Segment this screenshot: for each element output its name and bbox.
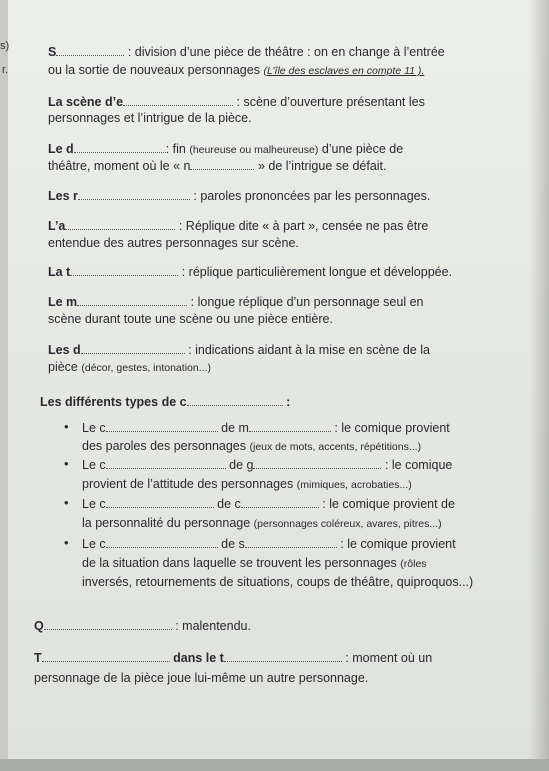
type-text: la personnalité du personnage [82, 516, 251, 530]
def-text: » de l’intrigue se défait. [257, 159, 387, 173]
def-text: ou la sortie de nouveaux personnages [48, 63, 260, 77]
types-heading [40, 394, 535, 410]
def-text: : division d’une pièce de théâtre : on en change à l’entrée [127, 45, 445, 59]
bullet-icon: • [64, 456, 69, 471]
margin-mark-mid: r. [2, 64, 9, 76]
def-text: d’une pièce de [321, 142, 404, 156]
blank[interactable] [106, 547, 218, 548]
def-text: entendue des autres personnages sur scène. [48, 236, 299, 250]
type-paren: (personnages coléreux, avares, pitres...) [253, 518, 442, 530]
blank[interactable] [77, 305, 187, 306]
def-term: La scène d’e [48, 95, 124, 109]
blank[interactable] [123, 105, 233, 106]
blank[interactable] [42, 661, 170, 662]
type-situation-cont2 [82, 574, 535, 590]
type-caractere [82, 496, 535, 512]
def-text: : longue réplique d’un personnage seul en [190, 295, 424, 309]
def-text: : fin [165, 142, 186, 156]
def-term: S [48, 45, 57, 59]
type-text: de la situation dans laquelle se trouvent les personnages [82, 556, 397, 570]
def-text: pièce [48, 360, 78, 374]
def-text: : paroles prononcées par les personnages. [193, 189, 431, 203]
def-term: Les r [48, 189, 78, 203]
def-term: Les d [48, 343, 81, 357]
blank[interactable] [190, 169, 254, 170]
type-text: provient de l’attitude des personnages [82, 477, 294, 491]
type-situation-cont [82, 555, 535, 572]
type-term: de g [229, 458, 254, 472]
type-situation [82, 536, 535, 552]
def-text: : Réplique dite « à part », censée ne pas être [178, 219, 429, 233]
blank[interactable] [106, 431, 218, 432]
type-paren: (jeux de mots, accents, répétitions...) [249, 441, 422, 453]
type-text: : le comique provient de [322, 497, 455, 511]
type-term: de c [217, 497, 241, 511]
def-scene [48, 44, 535, 60]
type-mots [82, 420, 535, 436]
type-gestes-cont [82, 476, 535, 493]
type-text: : le comique [384, 458, 453, 472]
type-term: Le c [82, 421, 106, 435]
margin-mark-top: s) [0, 40, 10, 52]
type-text: : le comique provient [334, 421, 450, 435]
type-text: des paroles des personnages [82, 439, 247, 453]
def-text: : réplique particulièrement longue et développée. [181, 265, 453, 279]
type-text: : le comique provient [340, 537, 456, 551]
def-text: : scène d’ouverture présentant les [236, 95, 425, 109]
def-monologue [48, 294, 535, 310]
def-paren: (heureuse ou malheureuse) [189, 144, 319, 156]
blank[interactable] [249, 431, 331, 432]
def-scene-cont [48, 62, 535, 79]
type-paren: (rôles [400, 558, 427, 570]
type-paren: (mimiques, acrobaties...) [296, 479, 412, 491]
def-didascalies [48, 342, 535, 358]
blank[interactable] [241, 507, 319, 508]
blank[interactable] [106, 468, 226, 469]
bullet-icon: • [64, 495, 69, 510]
def-quiproquo [34, 618, 535, 634]
def-term: Le d [48, 142, 74, 156]
type-term: Le c [82, 497, 106, 511]
blank[interactable] [106, 507, 214, 508]
def-text: : moment où un [345, 651, 433, 665]
def-term: Le m [48, 295, 78, 309]
def-text: scène durant toute une scène ou une pièce entière. [48, 312, 333, 326]
type-mots-cont [82, 438, 535, 455]
type-term: de m [221, 421, 249, 435]
blank[interactable] [224, 661, 342, 662]
def-text: personnage de la pièce joue lui-même un autre personnage. [34, 671, 369, 685]
type-caractere-cont [82, 515, 535, 532]
def-term: Q [34, 619, 44, 633]
def-didascalies-cont [48, 359, 535, 376]
def-text: personnages et l’intrigue de la pièce. [48, 111, 252, 125]
blank[interactable] [245, 547, 337, 548]
type-gestes [82, 457, 535, 473]
def-term: L’a [48, 219, 66, 233]
def-aparte-cont [48, 235, 535, 251]
blank[interactable] [78, 199, 190, 200]
def-theatre-dans-theatre [34, 650, 535, 666]
type-term: Le c [82, 458, 106, 472]
blank[interactable] [187, 405, 283, 406]
def-denouement [48, 141, 535, 158]
blank[interactable] [81, 353, 185, 354]
def-theatre-dans-theatre-cont [34, 670, 535, 686]
bullet-icon: • [64, 535, 69, 550]
def-term: T [34, 651, 42, 665]
def-tirade [48, 264, 535, 280]
def-aparte [48, 218, 535, 234]
type-term: de s [221, 537, 245, 551]
blank[interactable] [65, 229, 175, 230]
def-exposition [48, 94, 535, 110]
def-paren: (décor, gestes, intonation...) [81, 362, 211, 374]
def-exposition-cont [48, 110, 535, 126]
def-text: : indications aidant à la mise en scène de la [188, 343, 430, 357]
reference-note: (L’île des esclaves en compte 11 ). [263, 65, 425, 77]
type-term: Le c [82, 537, 106, 551]
blank[interactable] [44, 629, 172, 630]
blank[interactable] [253, 468, 381, 469]
def-term: La t [48, 265, 71, 279]
blank[interactable] [70, 275, 178, 276]
table-edge [0, 759, 549, 771]
blank[interactable] [56, 55, 124, 56]
blank[interactable] [74, 152, 166, 153]
def-monologue-cont [48, 311, 535, 327]
def-repliques [48, 188, 535, 204]
def-denouement-cont [48, 158, 535, 174]
heading-text: Les différents types de c [40, 395, 187, 409]
def-text: : malentendu. [175, 619, 251, 633]
bullet-icon: • [64, 419, 69, 434]
def-text: théâtre, moment où le « n [48, 159, 191, 173]
type-paren: inversés, retournements de situations, coups de théâtre, quiproquos...) [82, 575, 474, 589]
heading-colon: : [286, 395, 291, 409]
def-term: dans le t [173, 651, 224, 665]
